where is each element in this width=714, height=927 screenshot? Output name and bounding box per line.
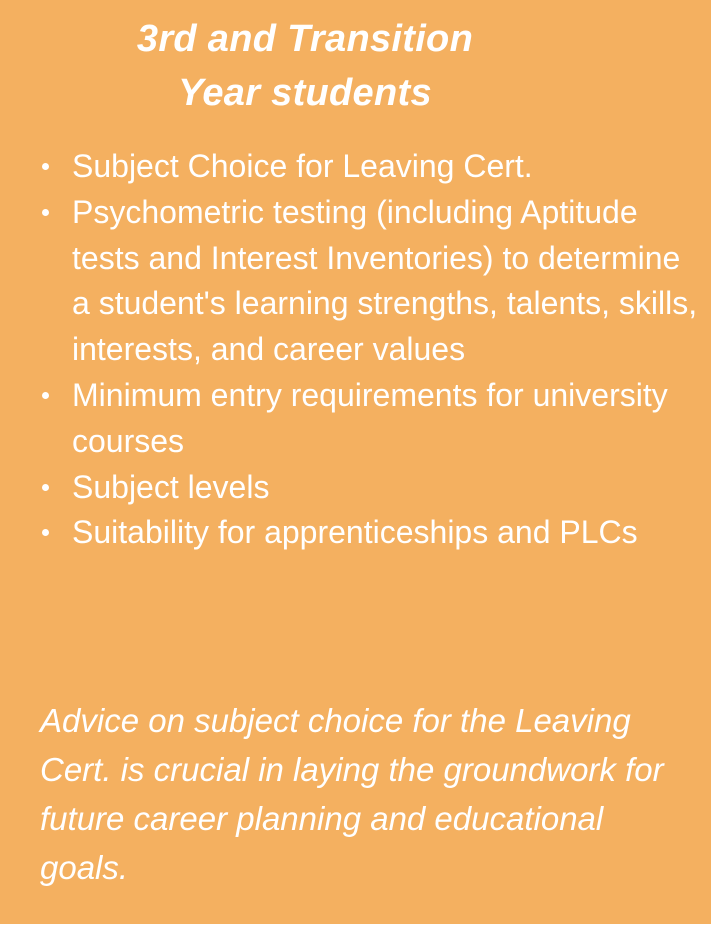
bullet-dot-icon bbox=[42, 484, 49, 491]
card-heading bbox=[0, 12, 610, 120]
list-item-text: Subject levels bbox=[72, 468, 270, 505]
bullet-dot-icon bbox=[42, 529, 49, 536]
list-item-text: Suitability for apprenticeships and PLCs bbox=[72, 514, 638, 551]
list-item-text: Psychometric testing (including Aptitude tests and Interest Inventories) to determine a student's learning strengths, talents, skills, interests, and career values bbox=[72, 193, 698, 368]
bullet-dot-icon bbox=[42, 392, 49, 399]
service-bullet-list bbox=[38, 144, 703, 556]
bullet-dot-icon bbox=[42, 209, 49, 216]
list-item-text: Minimum entry requirements for university courses bbox=[72, 376, 668, 459]
list-item bbox=[38, 373, 703, 465]
heading-line-1: 3rd and Transition bbox=[136, 18, 474, 60]
list-item bbox=[38, 144, 703, 190]
list-item bbox=[38, 510, 703, 556]
bullet-dot-icon bbox=[42, 163, 49, 170]
heading-line-2: Year students bbox=[178, 72, 432, 114]
advice-note: Advice on subject choice for the Leaving Cert. is crucial in laying the groundwork for future career planning and educational goals. bbox=[40, 702, 664, 886]
list-item bbox=[38, 465, 703, 511]
list-item-text: Subject Choice for Leaving Cert. bbox=[72, 148, 533, 184]
list-item bbox=[38, 190, 703, 373]
